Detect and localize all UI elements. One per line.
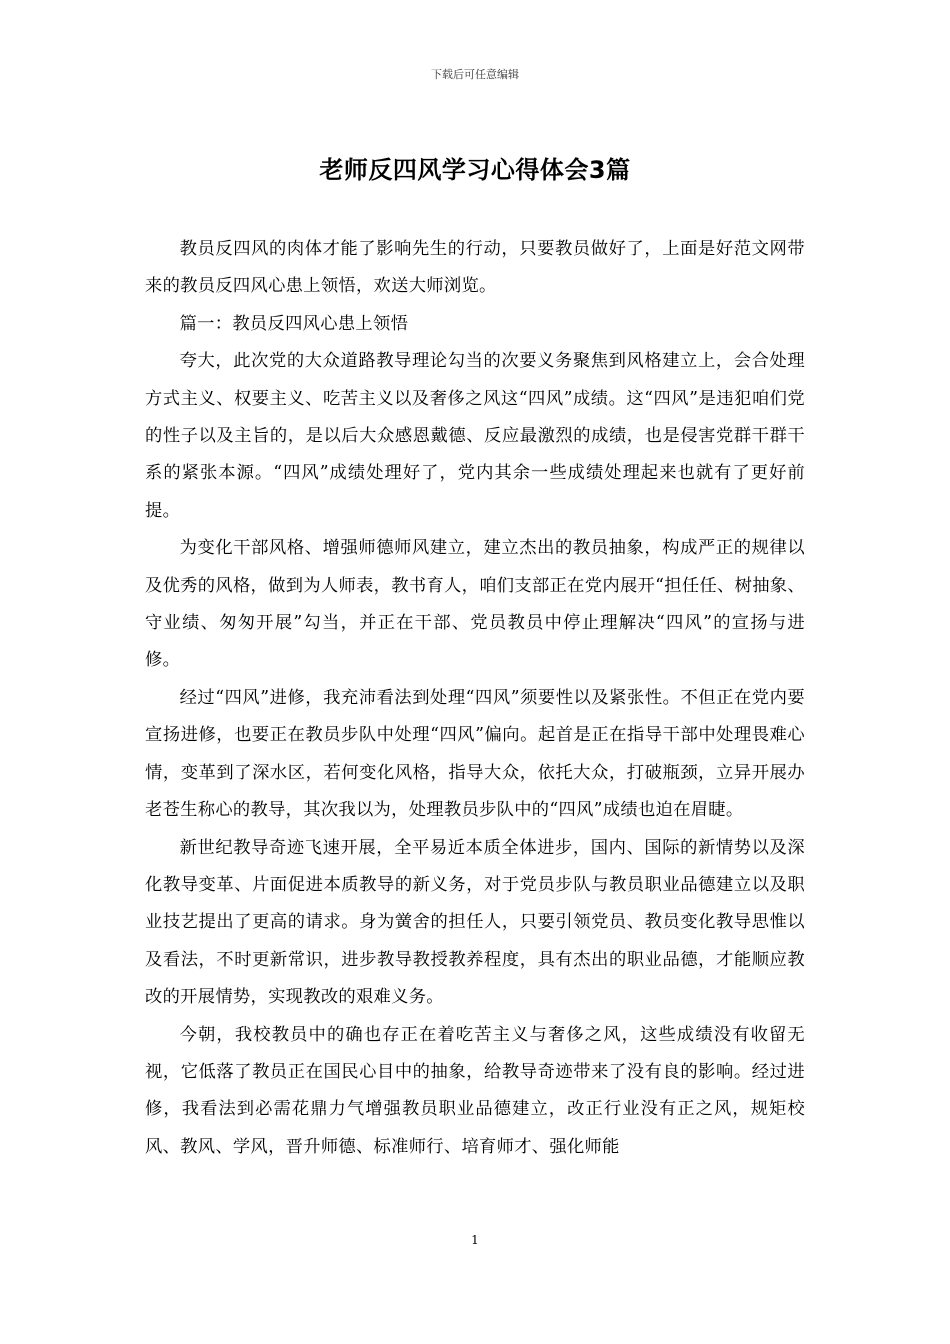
paragraph: 新世纪教导奇迹飞速开展，全平易近本质全体进步，国内、国际的新情势以及深化教导变革、片面促进本质教导的新义务，对于党员步队与教员职业品德建立以及职业技艺提出了更高的请求。身为黉舍的担任人，只要引领党员、教员变化教导思惟以及看法，不时更新常识，进步教导教授教养程度，具有杰出的职业品德，才能顺应教改的开展情势，实现教改的艰难义务。: [145, 837, 805, 1008]
section-heading: 篇一：教员反四风心患上领悟: [179, 313, 409, 334]
document-title: 老师反四风学习心得体会3篇: [319, 156, 631, 184]
paragraph: 夸大，此次党的大众道路教导理论勾当的次要义务聚焦到风格建立上，会合处理方式主义、权要主义、吃苦主义以及奢侈之风这“四风”成绩。这“四风”是违犯咱们党的性子以及主旨的，是以后大众感恩戴德、反应最激烈的成绩，也是侵害党群干群干系的紧张本源。“四风”成绩处理好了，党内其余一些成绩处理起来也就有了更好前提。: [145, 351, 805, 521]
paragraph: 今朝，我校教员中的确也存正在着吃苦主义与奢侈之风，这些成绩没有收留无视，它低落了教员正在国民心目中的抽象，给教导奇迹带来了没有良的影响。经过进修，我看法到必需花鼎力气增强教员职业品德建立，改正行业没有正之风，规矩校风、教风、学风，晋升师德、标准师行、培育师才、强化师能: [145, 1024, 805, 1157]
page-number: 1: [471, 1233, 479, 1247]
paragraph: 为变化干部风格、增强师德师风建立，建立杰出的教员抽象，构成严正的规律以及优秀的风格，做到为人师表，教书育人，咱们支部正在党内展开“担任任、树抽象、守业绩、匆匆开展”勾当，并正在干部、党员教员中停止理解决“四风”的宣扬与进修。: [145, 538, 805, 671]
header-note: 下载后可任意编辑: [431, 68, 519, 81]
paragraph: 经过“四风”进修，我充沛看法到处理“四风”须要性以及紧张性。不但正在党内要宣扬进修，也要正在教员步队中处理“四风”偏向。起首是正在指导干部中处理畏难心情，变革到了深水区，若何变化风格，指导大众，依托大众，打破瓶颈，立异开展办老苍生称心的教导，其次我以为，处理教员步队中的“四风”成绩也迫在眉睫。: [145, 687, 805, 821]
document-body: [145, 231, 805, 1166]
paragraph-intro: 教员反四风的肉体才能了影响先生的行动，只要教员做好了，上面是好范文网带来的教员反四风心患上领悟，欢送大师浏览。: [145, 239, 805, 297]
